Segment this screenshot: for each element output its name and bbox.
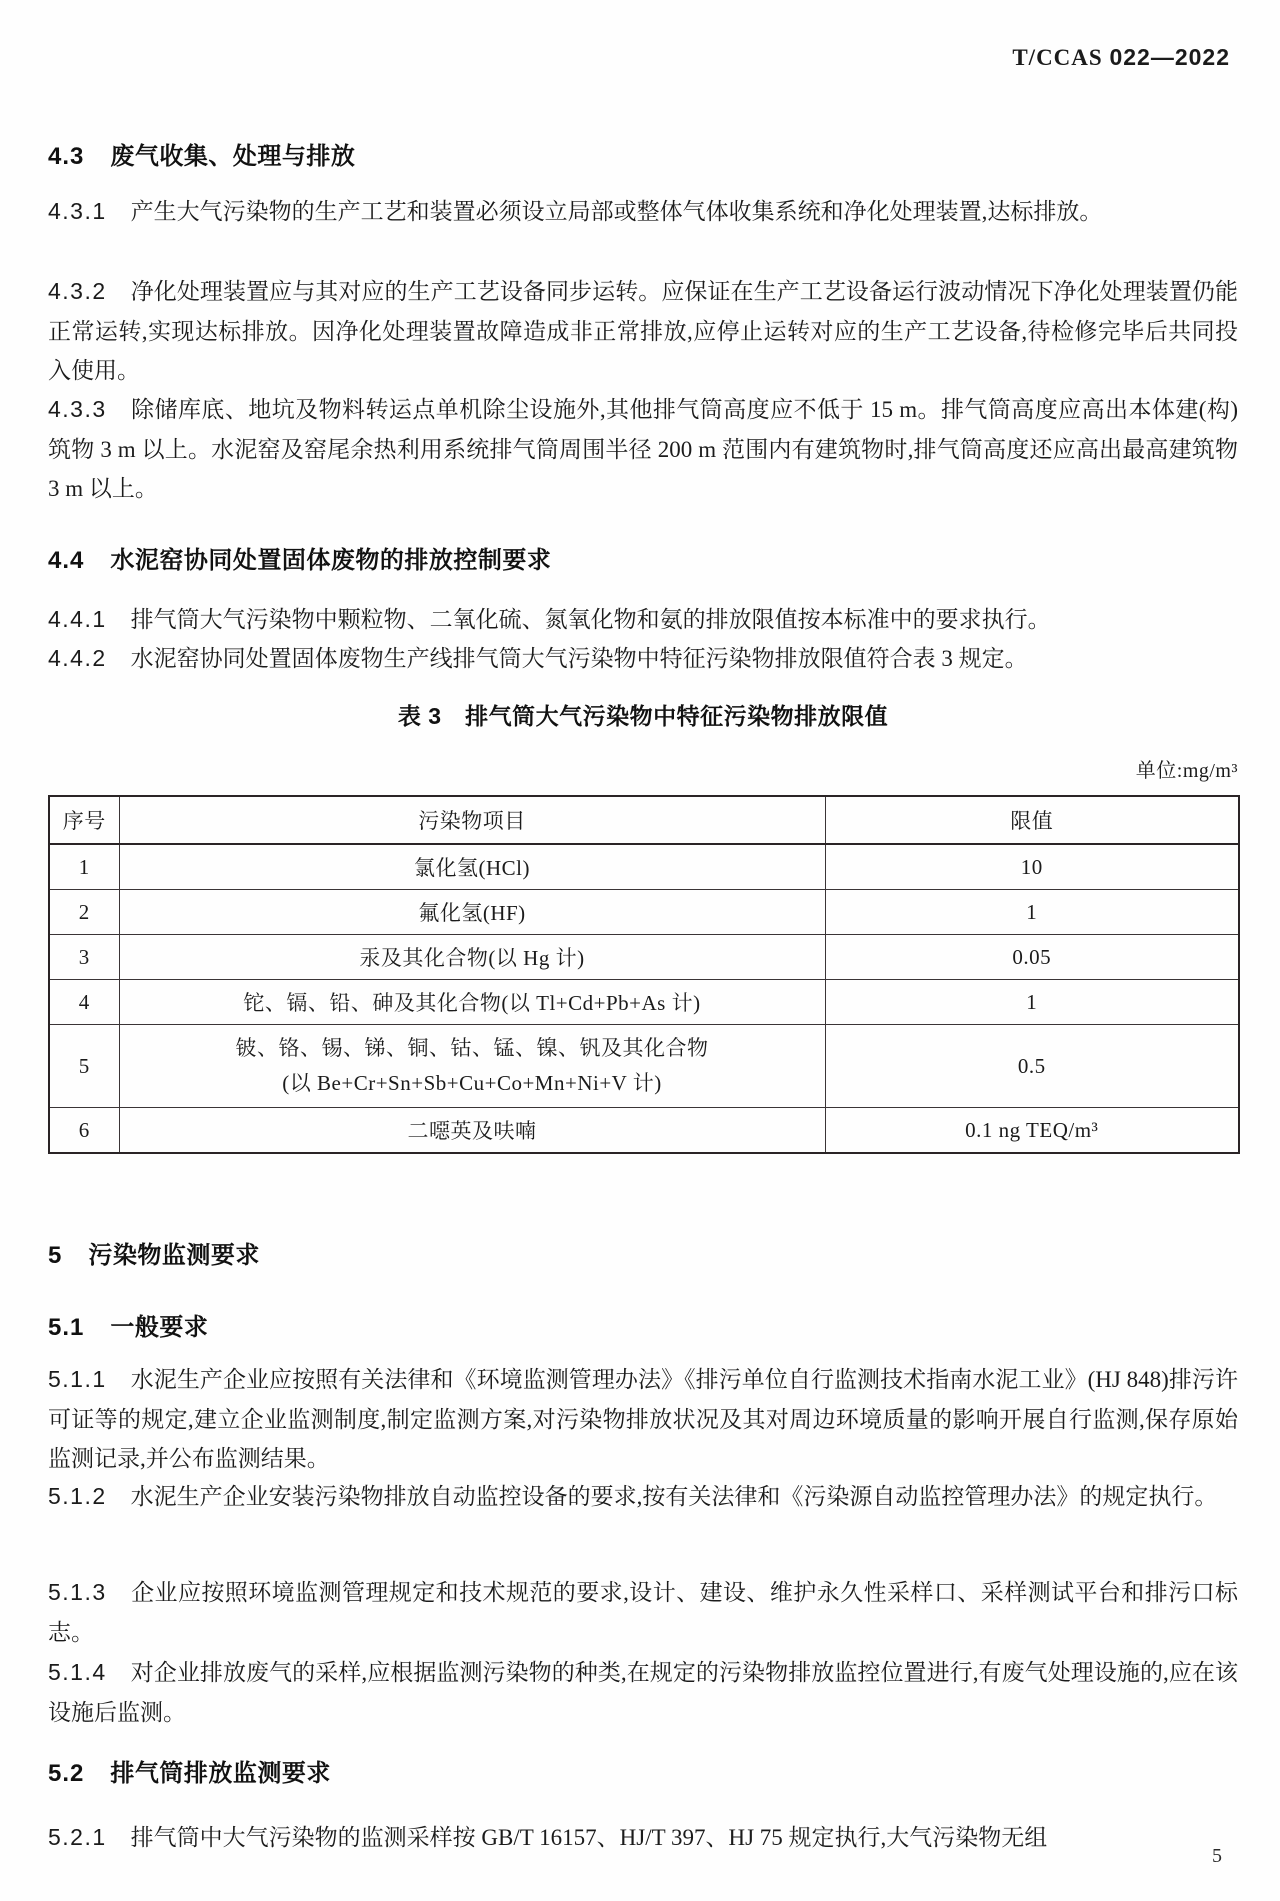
cell-limit: 10 xyxy=(825,844,1239,890)
clause-number: 5.1.3 xyxy=(48,1579,107,1605)
cell-no: 6 xyxy=(49,1108,119,1154)
cell-pollutant: 二噁英及呋喃 xyxy=(119,1108,825,1154)
cell-no: 3 xyxy=(49,935,119,980)
cell-pollutant: 汞及其化合物(以 Hg 计) xyxy=(119,935,825,980)
clause-text: 排气筒中大气污染物的监测采样按 GB/T 16157、HJ/T 397、HJ 75 规定执行,大气污染物无组 xyxy=(130,1825,1048,1850)
clause-4-4-2 xyxy=(48,639,1238,679)
heading-number: 4.4 xyxy=(48,547,85,574)
standard-code-prefix: T/CCAS xyxy=(1012,45,1103,70)
clause-4-3-3 xyxy=(48,390,1238,509)
cell-limit: 1 xyxy=(825,980,1239,1025)
cell-limit: 0.1 ng TEQ/m³ xyxy=(825,1108,1239,1154)
table-3-unit: 单位:mg/m³ xyxy=(1135,760,1238,782)
col-header-no: 序号 xyxy=(49,796,119,844)
clause-text: 排气筒大气污染物中颗粒物、二氧化硫、氮氧化物和氨的排放限值按本标准中的要求执行。 xyxy=(130,607,1051,632)
clause-text: 企业应按照环境监测管理规定和技术规范的要求,设计、建设、维护永久性采样口、采样测试平台和排污口标志。 xyxy=(48,1580,1238,1645)
cell-limit: 0.05 xyxy=(825,935,1239,980)
cell-no: 5 xyxy=(49,1025,119,1108)
section-heading-5-1 xyxy=(48,1307,1238,1342)
clause-number: 4.3.1 xyxy=(48,198,107,224)
cell-pollutant xyxy=(119,1025,825,1108)
col-header-limit: 限值 xyxy=(825,796,1239,844)
cell-no: 4 xyxy=(49,980,119,1025)
standard-code xyxy=(1012,44,1230,71)
cell-pollutant-line1: 铍、铬、锡、锑、铜、钴、锰、镍、钒及其化合物 xyxy=(235,1036,709,1060)
clause-text: 对企业排放废气的采样,应根据监测污染物的种类,在规定的污染物排放监控位置进行,有废气处理设施的,应在该设施后监测。 xyxy=(48,1660,1238,1725)
table-row xyxy=(49,1025,1239,1108)
section-heading-4-3 xyxy=(48,136,1238,171)
clause-text: 产生大气污染物的生产工艺和装置必须设立局部或整体气体收集系统和净化处理装置,达标排放。 xyxy=(130,199,1103,224)
clause-number: 4.4.2 xyxy=(48,645,107,671)
heading-number: 5.2 xyxy=(48,1760,85,1787)
clause-4-3-2 xyxy=(48,272,1238,391)
clause-text: 水泥生产企业应按照有关法律和《环境监测管理办法》《排污单位自行监测技术指南水泥工业》(HJ 848)排污许可证等的规定,建立企业监测制度,制定监测方案,对污染物排放状况及其对周边环境质量的影响开展自行监测,保存原始监测记录,并公布监测结果。 xyxy=(48,1367,1238,1471)
heading-number: 5 xyxy=(48,1242,63,1269)
cell-pollutant-line2: (以 Be+Cr+Sn+Sb+Cu+Co+Mn+Ni+V 计) xyxy=(282,1071,662,1095)
clause-number: 4.3.2 xyxy=(48,278,107,304)
clause-5-2-1 xyxy=(48,1818,1238,1858)
page-number: 5 xyxy=(1212,1845,1222,1867)
clause-5-1-3 xyxy=(48,1573,1238,1652)
clause-text: 水泥窑协同处置固体废物生产线排气筒大气污染物中特征污染物排放限值符合表 3 规定。 xyxy=(130,646,1028,671)
table-3-emission-limits xyxy=(48,795,1240,1154)
heading-title: 污染物监测要求 xyxy=(88,1242,260,1269)
clause-text: 除储库底、地坑及物料转运点单机除尘设施外,其他排气筒高度应不低于 15 m。排气筒高度应高出本体建(构)筑物 3 m 以上。水泥窑及窑尾余热利用系统排气筒周围半径 200 m 范围内有建筑物时,排气筒高度还应高出最高建筑物 3 m 以上。 xyxy=(48,397,1238,501)
section-heading-4-4 xyxy=(48,540,1238,575)
clause-5-1-2 xyxy=(48,1477,1238,1517)
clause-text: 水泥生产企业安装污染物排放自动监控设备的要求,按有关法律和《污染源自动监控管理办法》的规定执行。 xyxy=(130,1484,1218,1509)
heading-title: 一般要求 xyxy=(110,1314,209,1341)
clause-text: 净化处理装置应与其对应的生产工艺设备同步运转。应保证在生产工艺设备运行波动情况下净化处理装置仍能正常运转,实现达标排放。因净化处理装置故障造成非正常排放,应停止运转对应的生产工艺设备,待检修完毕后共同投入使用。 xyxy=(48,279,1238,383)
clause-number: 5.2.1 xyxy=(48,1824,107,1850)
table-row xyxy=(49,935,1239,980)
cell-limit: 1 xyxy=(825,890,1239,935)
cell-pollutant: 氯化氢(HCl) xyxy=(119,844,825,890)
clause-5-1-1 xyxy=(48,1360,1238,1479)
col-header-pollutant: 污染物项目 xyxy=(119,796,825,844)
table-row xyxy=(49,980,1239,1025)
heading-number: 5.1 xyxy=(48,1314,85,1341)
table-3-title: 表 3 排气筒大气污染物中特征污染物排放限值 xyxy=(397,703,889,729)
clause-number: 5.1.2 xyxy=(48,1483,107,1509)
clause-5-1-4 xyxy=(48,1653,1238,1732)
section-heading-5-2 xyxy=(48,1753,1238,1788)
clause-4-3-1 xyxy=(48,192,1238,232)
clause-number: 4.4.1 xyxy=(48,606,107,632)
cell-limit: 0.5 xyxy=(825,1025,1239,1108)
section-heading-5 xyxy=(48,1235,1238,1270)
clause-number: 5.1.4 xyxy=(48,1659,107,1685)
standard-code-number: 022—2022 xyxy=(1109,44,1230,70)
cell-no: 2 xyxy=(49,890,119,935)
clause-number: 5.1.1 xyxy=(48,1366,107,1392)
clause-number: 4.3.3 xyxy=(48,396,107,422)
table-row xyxy=(49,1108,1239,1154)
clause-4-4-1 xyxy=(48,600,1238,640)
table-row xyxy=(49,844,1239,890)
table-header-row xyxy=(49,796,1239,844)
heading-title: 排气筒排放监测要求 xyxy=(110,1760,331,1787)
cell-no: 1 xyxy=(49,844,119,890)
table-row xyxy=(49,890,1239,935)
heading-title: 废气收集、处理与排放 xyxy=(110,143,356,170)
cell-pollutant: 铊、镉、铅、砷及其化合物(以 Tl+Cd+Pb+As 计) xyxy=(119,980,825,1025)
heading-number: 4.3 xyxy=(48,143,85,170)
heading-title: 水泥窑协同处置固体废物的排放控制要求 xyxy=(110,547,552,574)
cell-pollutant: 氟化氢(HF) xyxy=(119,890,825,935)
